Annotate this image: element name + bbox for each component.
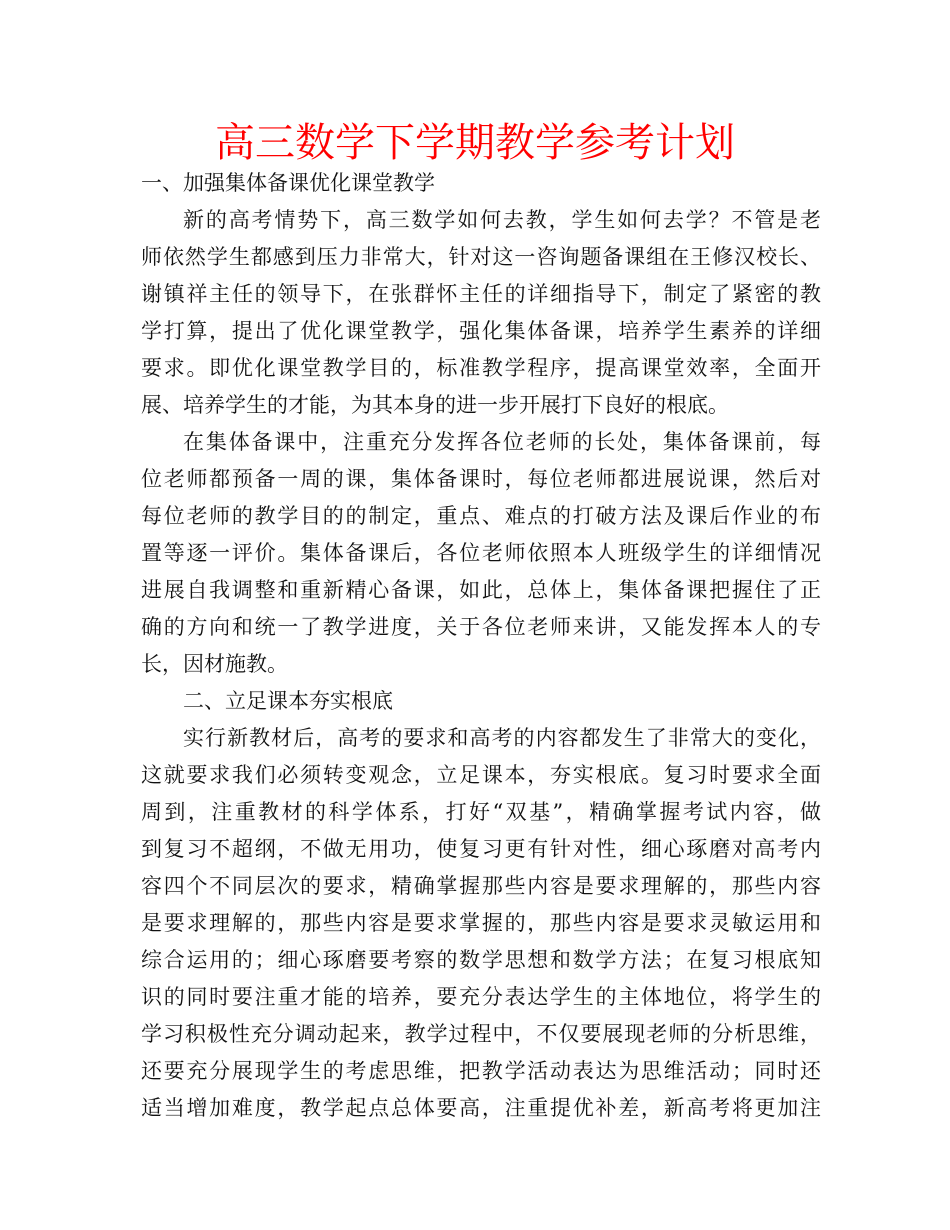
paragraph-line: 周到，注重教材的科学体系，打好“双基”，精确掌握考试内容，做: [141, 800, 821, 824]
paragraph-line: 长，因材施教。: [141, 652, 288, 676]
paragraph-line: 在集体备课中，注重充分发挥各位老师的长处，集体备课前，每: [183, 430, 821, 454]
section-heading-1: 一、加强集体备课优化课堂教学: [141, 171, 435, 195]
paragraph-line: 位老师都预备一周的课，集体备课时，每位老师都进展说课，然后对: [141, 467, 821, 491]
document-body: [141, 165, 821, 1127]
paragraph-line: 谢镇祥主任的领导下，在张群怀主任的详细指导下，制定了紧密的教: [141, 282, 821, 306]
paragraph-line: 是要求理解的，那些内容是要求掌握的，那些内容是要求灵敏运用和: [141, 911, 821, 935]
paragraph-line: 置等逐一评价。集体备课后，各位老师依照本人班级学生的详细情况: [141, 541, 821, 565]
paragraph-line: 容四个不同层次的要求，精确掌握那些内容是要求理解的，那些内容: [141, 874, 821, 898]
document-title: 高三数学下学期教学参考计划: [215, 120, 735, 166]
paragraph-line: 这就要求我们必须转变观念，立足课本，夯实根底。复习时要求全面: [141, 763, 821, 787]
paragraph-line: 识的同时要注重才能的培养，要充分表达学生的主体地位，将学生的: [141, 985, 821, 1009]
paragraph-line: 还要充分展现学生的考虑思维，把教学活动表达为思维活动；同时还: [141, 1059, 821, 1083]
paragraph-line: 综合运用的；细心琢磨要考察的数学思想和数学方法；在复习根底知: [141, 948, 821, 972]
paragraph-line: 学习积极性充分调动起来，教学过程中，不仅要展现老师的分析思维，: [141, 1022, 821, 1046]
paragraph-line: 确的方向和统一了教学进度，关于各位老师来讲，又能发挥本人的专: [141, 615, 821, 639]
paragraph-line: 每位老师的教学目的的制定，重点、难点的打破方法及课后作业的布: [141, 504, 821, 528]
paragraph-line: 进展自我调整和重新精心备课，如此，总体上，集体备课把握住了正: [141, 578, 821, 602]
paragraph-line: 实行新教材后，高考的要求和高考的内容都发生了非常大的变化，: [183, 726, 821, 750]
paragraph-line: 师依然学生都感到压力非常大，针对这一咨询题备课组在王修汉校长、: [141, 245, 821, 269]
paragraph-line: 要求。即优化课堂教学目的，标准教学程序，提高课堂效率，全面开: [141, 356, 821, 380]
paragraph-line: 到复习不超纲，不做无用功，使复习更有针对性，细心琢磨对高考内: [141, 837, 821, 861]
paragraph-line: 适当增加难度，教学起点总体要高，注重提优补差，新高考将更加注: [141, 1096, 821, 1120]
section-heading-2: 二、立足课本夯实根底: [183, 689, 393, 713]
paragraph-line: 新的高考情势下，高三数学如何去教，学生如何去学？不管是老: [183, 208, 821, 232]
paragraph-line: 学打算，提出了优化课堂教学，强化集体备课，培养学生素养的详细: [141, 319, 821, 343]
paragraph-line: 展、培养学生的才能，为其本身的进一步开展打下良好的根底。: [141, 393, 729, 417]
